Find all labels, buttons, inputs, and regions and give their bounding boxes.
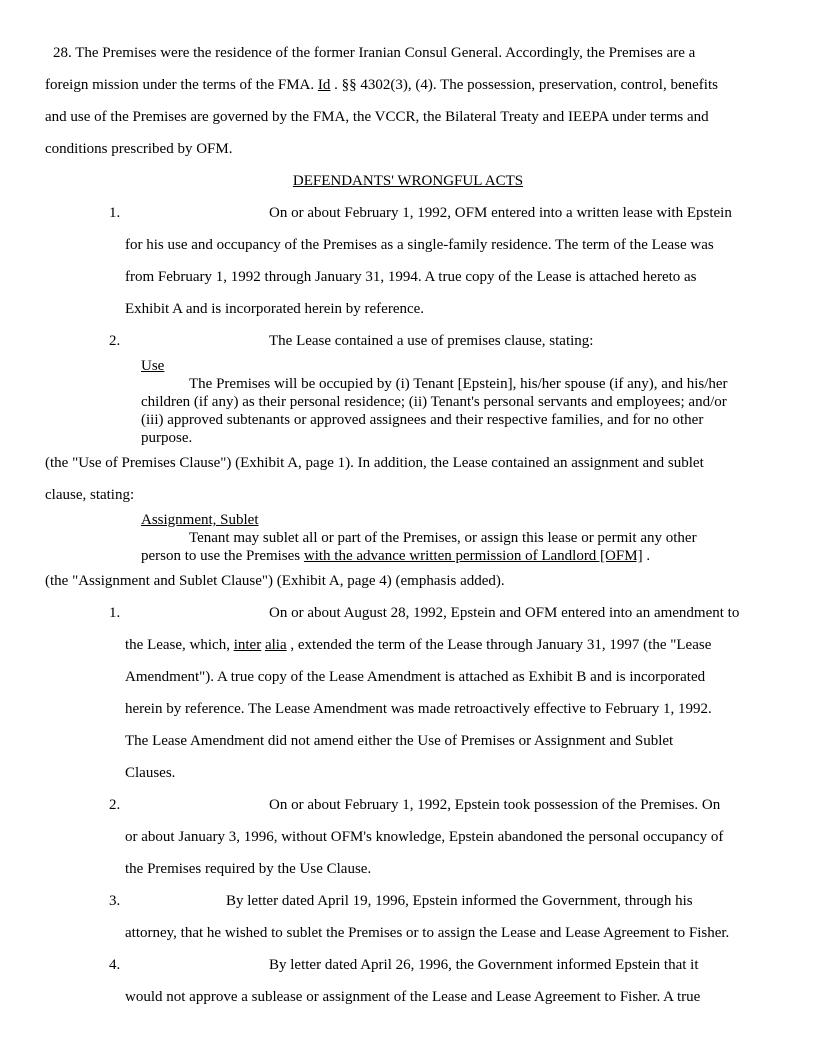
list-item-line: Amendment"). A true copy of the Lease Amendment is attached as Exhibit B and is incorporated [125,669,706,685]
text-run: . [642,548,651,564]
section-heading-text: DEFENDANTS' WRONGFUL ACTS [292,173,524,189]
list-number: 2. [109,333,121,349]
para-28-line-2 [45,76,718,94]
quote-title-use [141,357,164,375]
body-line: (the "Use of Premises Clause") (Exhibit A, page 1). In addition, the Lease contained an assignment and sublet [45,455,704,471]
list-item-line: The Lease Amendment did not amend either the Use of Premises or Assignment and Sublet [125,733,674,749]
quote-line: purpose. [141,430,193,446]
para-28-line-3: and use of the Premises are governed by the FMA, the VCCR, the Bilateral Treaty and IEEPA under terms and [45,109,709,125]
text-run: , extended the term of the Lease through January 31, 1997 (the "Lease [286,637,712,653]
list-item-line: would not approve a sublease or assignment of the Lease and Lease Agreement to Fisher. A true [125,989,701,1005]
quote-line: children (if any) as their personal residence; (ii) Tenant's personal servants and employees; and/or [141,394,727,410]
list-item-line: herein by reference. The Lease Amendment was made retroactively effective to February 1, 1992. [125,701,712,717]
para-28-line-4: conditions prescribed by OFM. [45,141,233,157]
emphasized-text: with the advance written permission of Landlord [OFM] [303,548,643,564]
list-number: 2. [109,797,121,813]
list-item-first-line: The Lease contained a use of premises clause, stating: [269,333,594,349]
list-item-line: the Premises required by the Use Clause. [125,861,372,877]
quote-title-text: Use [141,358,165,374]
body-line: clause, stating: [45,487,135,503]
text-run: the Lease, which, [125,637,234,653]
list-item-line: from February 1, 1992 through January 31, 1994. A true copy of the Lease is attached hereto as [125,269,697,285]
list-item-line [125,636,711,654]
quote-line: Tenant may sublet all or part of the Premises, or assign this lease or permit any other [189,530,697,546]
text-run: foreign mission under the terms of the FMA. [45,77,318,93]
list-number: 1. [109,205,121,221]
para-28-line-1: 28. The Premises were the residence of the former Iranian Consul General. Accordingly, the Premises are a [53,45,696,61]
list-number: 3. [109,893,121,909]
quote-line: (iii) approved subtenants or approved assignees and their respective families, and for no other [141,412,704,428]
list-item-first-line: On or about February 1, 1992, Epstein took possession of the Premises. On [269,797,721,813]
quote-line [141,547,650,565]
quote-line: The Premises will be occupied by (i) Tenant [Epstein], his/her spouse (if any), and his/her [189,376,728,392]
list-item-first-line: By letter dated April 19, 1996, Epstein informed the Government, through his [226,893,693,909]
list-number: 4. [109,957,121,973]
list-item-line: attorney, that he wished to sublet the Premises or to assign the Lease and Lease Agreement to Fisher. [125,925,730,941]
section-heading [0,172,816,190]
list-item-line: Clauses. [125,765,176,781]
latin-term: alia [264,637,287,653]
text-run: . §§ 4302(3), (4). The possession, preservation, control, benefits [330,77,718,93]
citation-id: Id [317,77,331,93]
list-item-first-line: On or about August 28, 1992, Epstein and OFM entered into an amendment to [269,605,740,621]
quote-title-assignment [141,511,259,529]
text-run: person to use the Premises [141,548,304,564]
quote-title-text: Assignment, Sublet [141,512,259,528]
list-item-line: or about January 3, 1996, without OFM's knowledge, Epstein abandoned the personal occupancy of [125,829,724,845]
list-item-first-line: By letter dated April 26, 1996, the Government informed Epstein that it [269,957,699,973]
list-number: 1. [109,605,121,621]
body-line: (the "Assignment and Sublet Clause") (Exhibit A, page 4) (emphasis added). [45,573,505,589]
list-item-line: Exhibit A and is incorporated herein by reference. [125,301,425,317]
latin-term: inter [233,637,262,653]
list-item-line: for his use and occupancy of the Premises as a single-family residence. The term of the Lease was [125,237,714,253]
list-item-first-line: On or about February 1, 1992, OFM entered into a written lease with Epstein [269,205,732,221]
